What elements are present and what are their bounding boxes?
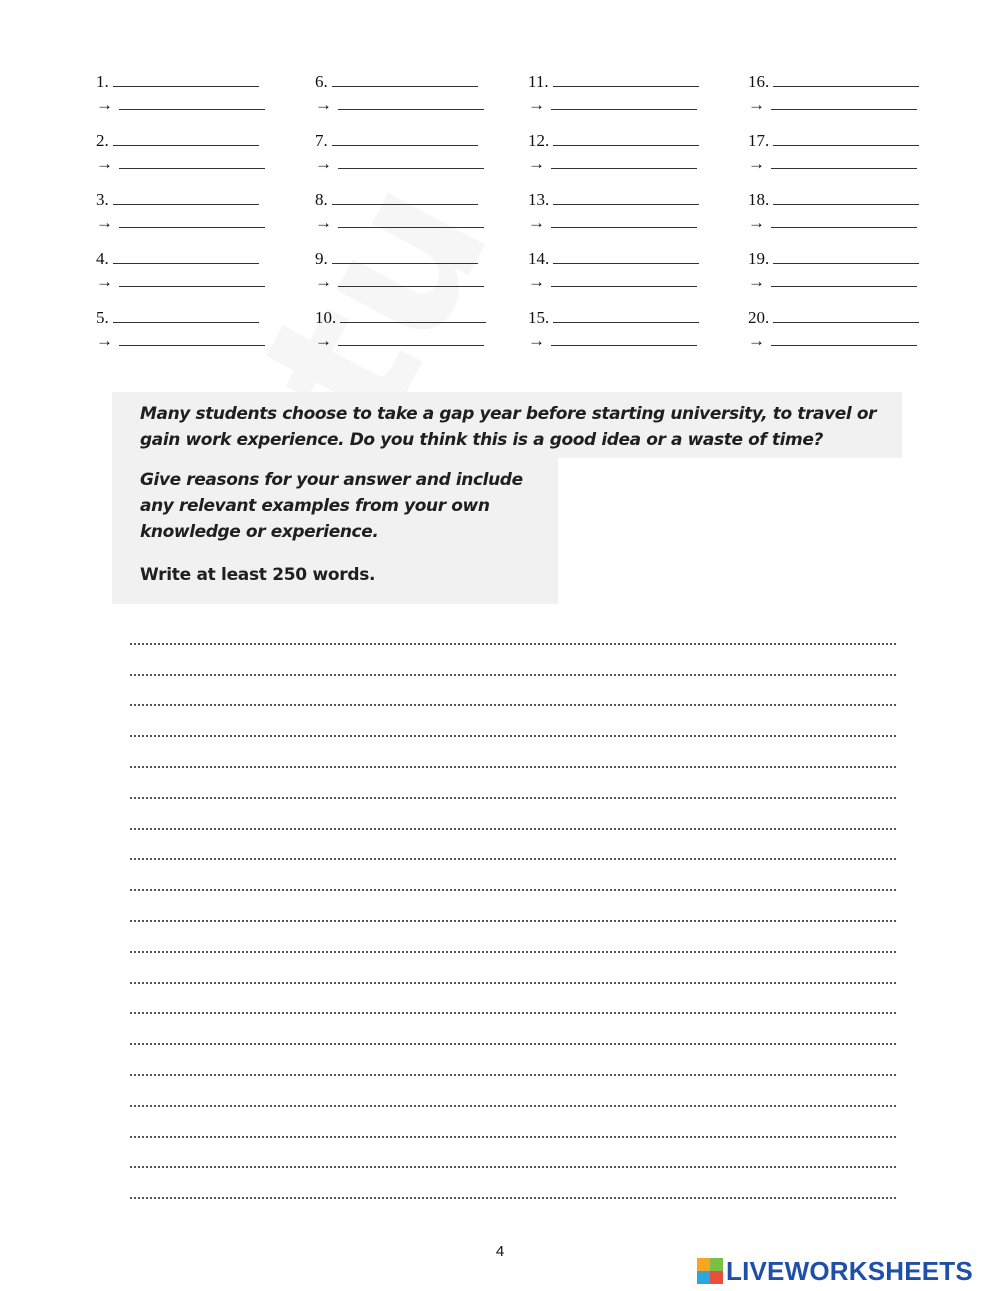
arrow-icon: → [96, 95, 113, 114]
answer-blank[interactable] [113, 307, 259, 323]
item-number: 14. [528, 249, 550, 268]
transformed-answer-blank[interactable] [119, 271, 265, 287]
item-number: 7. [315, 131, 328, 150]
transformed-answer-blank[interactable] [551, 212, 697, 228]
answer-item [96, 129, 315, 175]
transformed-answer-blank[interactable] [338, 330, 484, 346]
writing-line[interactable] [130, 953, 896, 984]
item-number: 17. [748, 131, 770, 150]
item-number: 15. [528, 308, 550, 327]
answer-item [315, 188, 528, 234]
answer-blank[interactable] [553, 248, 699, 264]
item-number: 11. [528, 72, 549, 91]
arrow-icon: → [528, 331, 545, 350]
writing-line[interactable] [130, 1045, 896, 1076]
liveworksheets-brand [697, 1255, 973, 1287]
answer-item [315, 70, 528, 116]
answer-blank[interactable] [113, 248, 259, 264]
answer-blank[interactable] [553, 130, 699, 146]
arrow-icon: → [528, 154, 545, 173]
arrow-icon: → [748, 272, 765, 291]
item-number: 10. [315, 308, 337, 327]
answer-blank[interactable] [332, 189, 478, 205]
liveworksheets-logo-icon [697, 1258, 723, 1284]
prompt-question: Many students choose to take a gap year before starting university, to travel or gain work experience. Do you think this is a good idea or a waste of time? [140, 404, 877, 450]
answer-blank[interactable] [332, 71, 478, 87]
item-number: 16. [748, 72, 770, 91]
answer-item [748, 306, 936, 352]
transformed-answer-blank[interactable] [119, 153, 265, 169]
transformed-answer-blank[interactable] [771, 212, 917, 228]
writing-line[interactable] [130, 1014, 896, 1045]
page-number: 4 [495, 1243, 505, 1260]
item-number: 1. [96, 72, 109, 91]
writing-line[interactable] [130, 922, 896, 953]
answer-blank[interactable] [773, 307, 919, 323]
item-number: 4. [96, 249, 109, 268]
arrow-icon: → [528, 213, 545, 232]
writing-area[interactable] [130, 614, 896, 1199]
arrow-icon: → [528, 272, 545, 291]
arrow-icon: → [96, 213, 113, 232]
answer-item [748, 188, 936, 234]
arrow-icon: → [315, 95, 332, 114]
item-number: 2. [96, 131, 109, 150]
answer-blank[interactable] [113, 189, 259, 205]
writing-line[interactable] [130, 799, 896, 830]
answer-blank[interactable] [773, 248, 919, 264]
transformed-answer-blank[interactable] [771, 153, 917, 169]
writing-line[interactable] [130, 645, 896, 676]
writing-line[interactable] [130, 768, 896, 799]
arrow-icon: → [748, 213, 765, 232]
transformed-answer-blank[interactable] [551, 153, 697, 169]
item-number: 8. [315, 190, 328, 209]
answer-item [96, 70, 315, 116]
transformed-answer-blank[interactable] [338, 153, 484, 169]
answer-item [528, 247, 748, 293]
writing-line[interactable] [130, 737, 896, 768]
answer-blank[interactable] [553, 71, 699, 87]
transformed-answer-blank[interactable] [338, 212, 484, 228]
arrow-icon: → [315, 272, 332, 291]
item-number: 5. [96, 308, 109, 327]
answer-blank[interactable] [553, 307, 699, 323]
writing-line[interactable] [130, 830, 896, 861]
answer-grid [96, 70, 936, 352]
writing-line[interactable] [130, 614, 896, 645]
answer-blank[interactable] [773, 71, 919, 87]
transformed-answer-blank[interactable] [771, 330, 917, 346]
prompt-instructions: Give reasons for your answer and include any relevant examples from your own knowledge or experience. [140, 470, 523, 542]
answer-item [96, 188, 315, 234]
arrow-icon: → [96, 331, 113, 350]
transformed-answer-blank[interactable] [771, 271, 917, 287]
writing-prompt-box [112, 392, 902, 604]
writing-line[interactable] [130, 1107, 896, 1138]
answer-blank[interactable] [553, 189, 699, 205]
item-number: 6. [315, 72, 328, 91]
answer-blank[interactable] [773, 189, 919, 205]
writing-line[interactable] [130, 1076, 896, 1107]
transformed-answer-blank[interactable] [119, 212, 265, 228]
answer-item [315, 306, 528, 352]
answer-item [315, 129, 528, 175]
writing-line[interactable] [130, 1168, 896, 1199]
arrow-icon: → [748, 95, 765, 114]
transformed-answer-blank[interactable] [119, 330, 265, 346]
answer-blank[interactable] [113, 71, 259, 87]
answer-item [96, 306, 315, 352]
arrow-icon: → [748, 331, 765, 350]
answer-blank[interactable] [773, 130, 919, 146]
answer-item [748, 247, 936, 293]
writing-line[interactable] [130, 860, 896, 891]
item-number: 19. [748, 249, 770, 268]
arrow-icon: → [315, 213, 332, 232]
transformed-answer-blank[interactable] [771, 94, 917, 110]
writing-line[interactable] [130, 891, 896, 922]
item-number: 18. [748, 190, 770, 209]
answer-item [96, 247, 315, 293]
item-number: 20. [748, 308, 770, 327]
transformed-answer-blank[interactable] [551, 330, 697, 346]
writing-line[interactable] [130, 1138, 896, 1169]
arrow-icon: → [315, 154, 332, 173]
answer-item [315, 247, 528, 293]
transformed-answer-blank[interactable] [119, 94, 265, 110]
answer-blank[interactable] [340, 307, 486, 323]
answer-item [748, 129, 936, 175]
answer-item [528, 306, 748, 352]
prompt-word-count: Write at least 250 words. [140, 565, 376, 585]
arrow-icon: → [96, 154, 113, 173]
arrow-icon: → [528, 95, 545, 114]
item-number: 3. [96, 190, 109, 209]
arrow-icon: → [315, 331, 332, 350]
answer-item [748, 70, 936, 116]
transformed-answer-blank[interactable] [551, 271, 697, 287]
transformed-answer-blank[interactable] [338, 94, 484, 110]
arrow-icon: → [96, 272, 113, 291]
writing-line[interactable] [130, 984, 896, 1015]
answer-blank[interactable] [332, 130, 478, 146]
answer-item [528, 70, 748, 116]
answer-item [528, 188, 748, 234]
answer-blank[interactable] [332, 248, 478, 264]
transformed-answer-blank[interactable] [551, 94, 697, 110]
writing-line[interactable] [130, 706, 896, 737]
arrow-icon: → [748, 154, 765, 173]
item-number: 13. [528, 190, 550, 209]
item-number: 9. [315, 249, 328, 268]
writing-line[interactable] [130, 676, 896, 707]
item-number: 12. [528, 131, 550, 150]
brand-name: LIVEWORKSHEETS [726, 1255, 973, 1286]
answer-item [528, 129, 748, 175]
transformed-answer-blank[interactable] [338, 271, 484, 287]
answer-blank[interactable] [113, 130, 259, 146]
